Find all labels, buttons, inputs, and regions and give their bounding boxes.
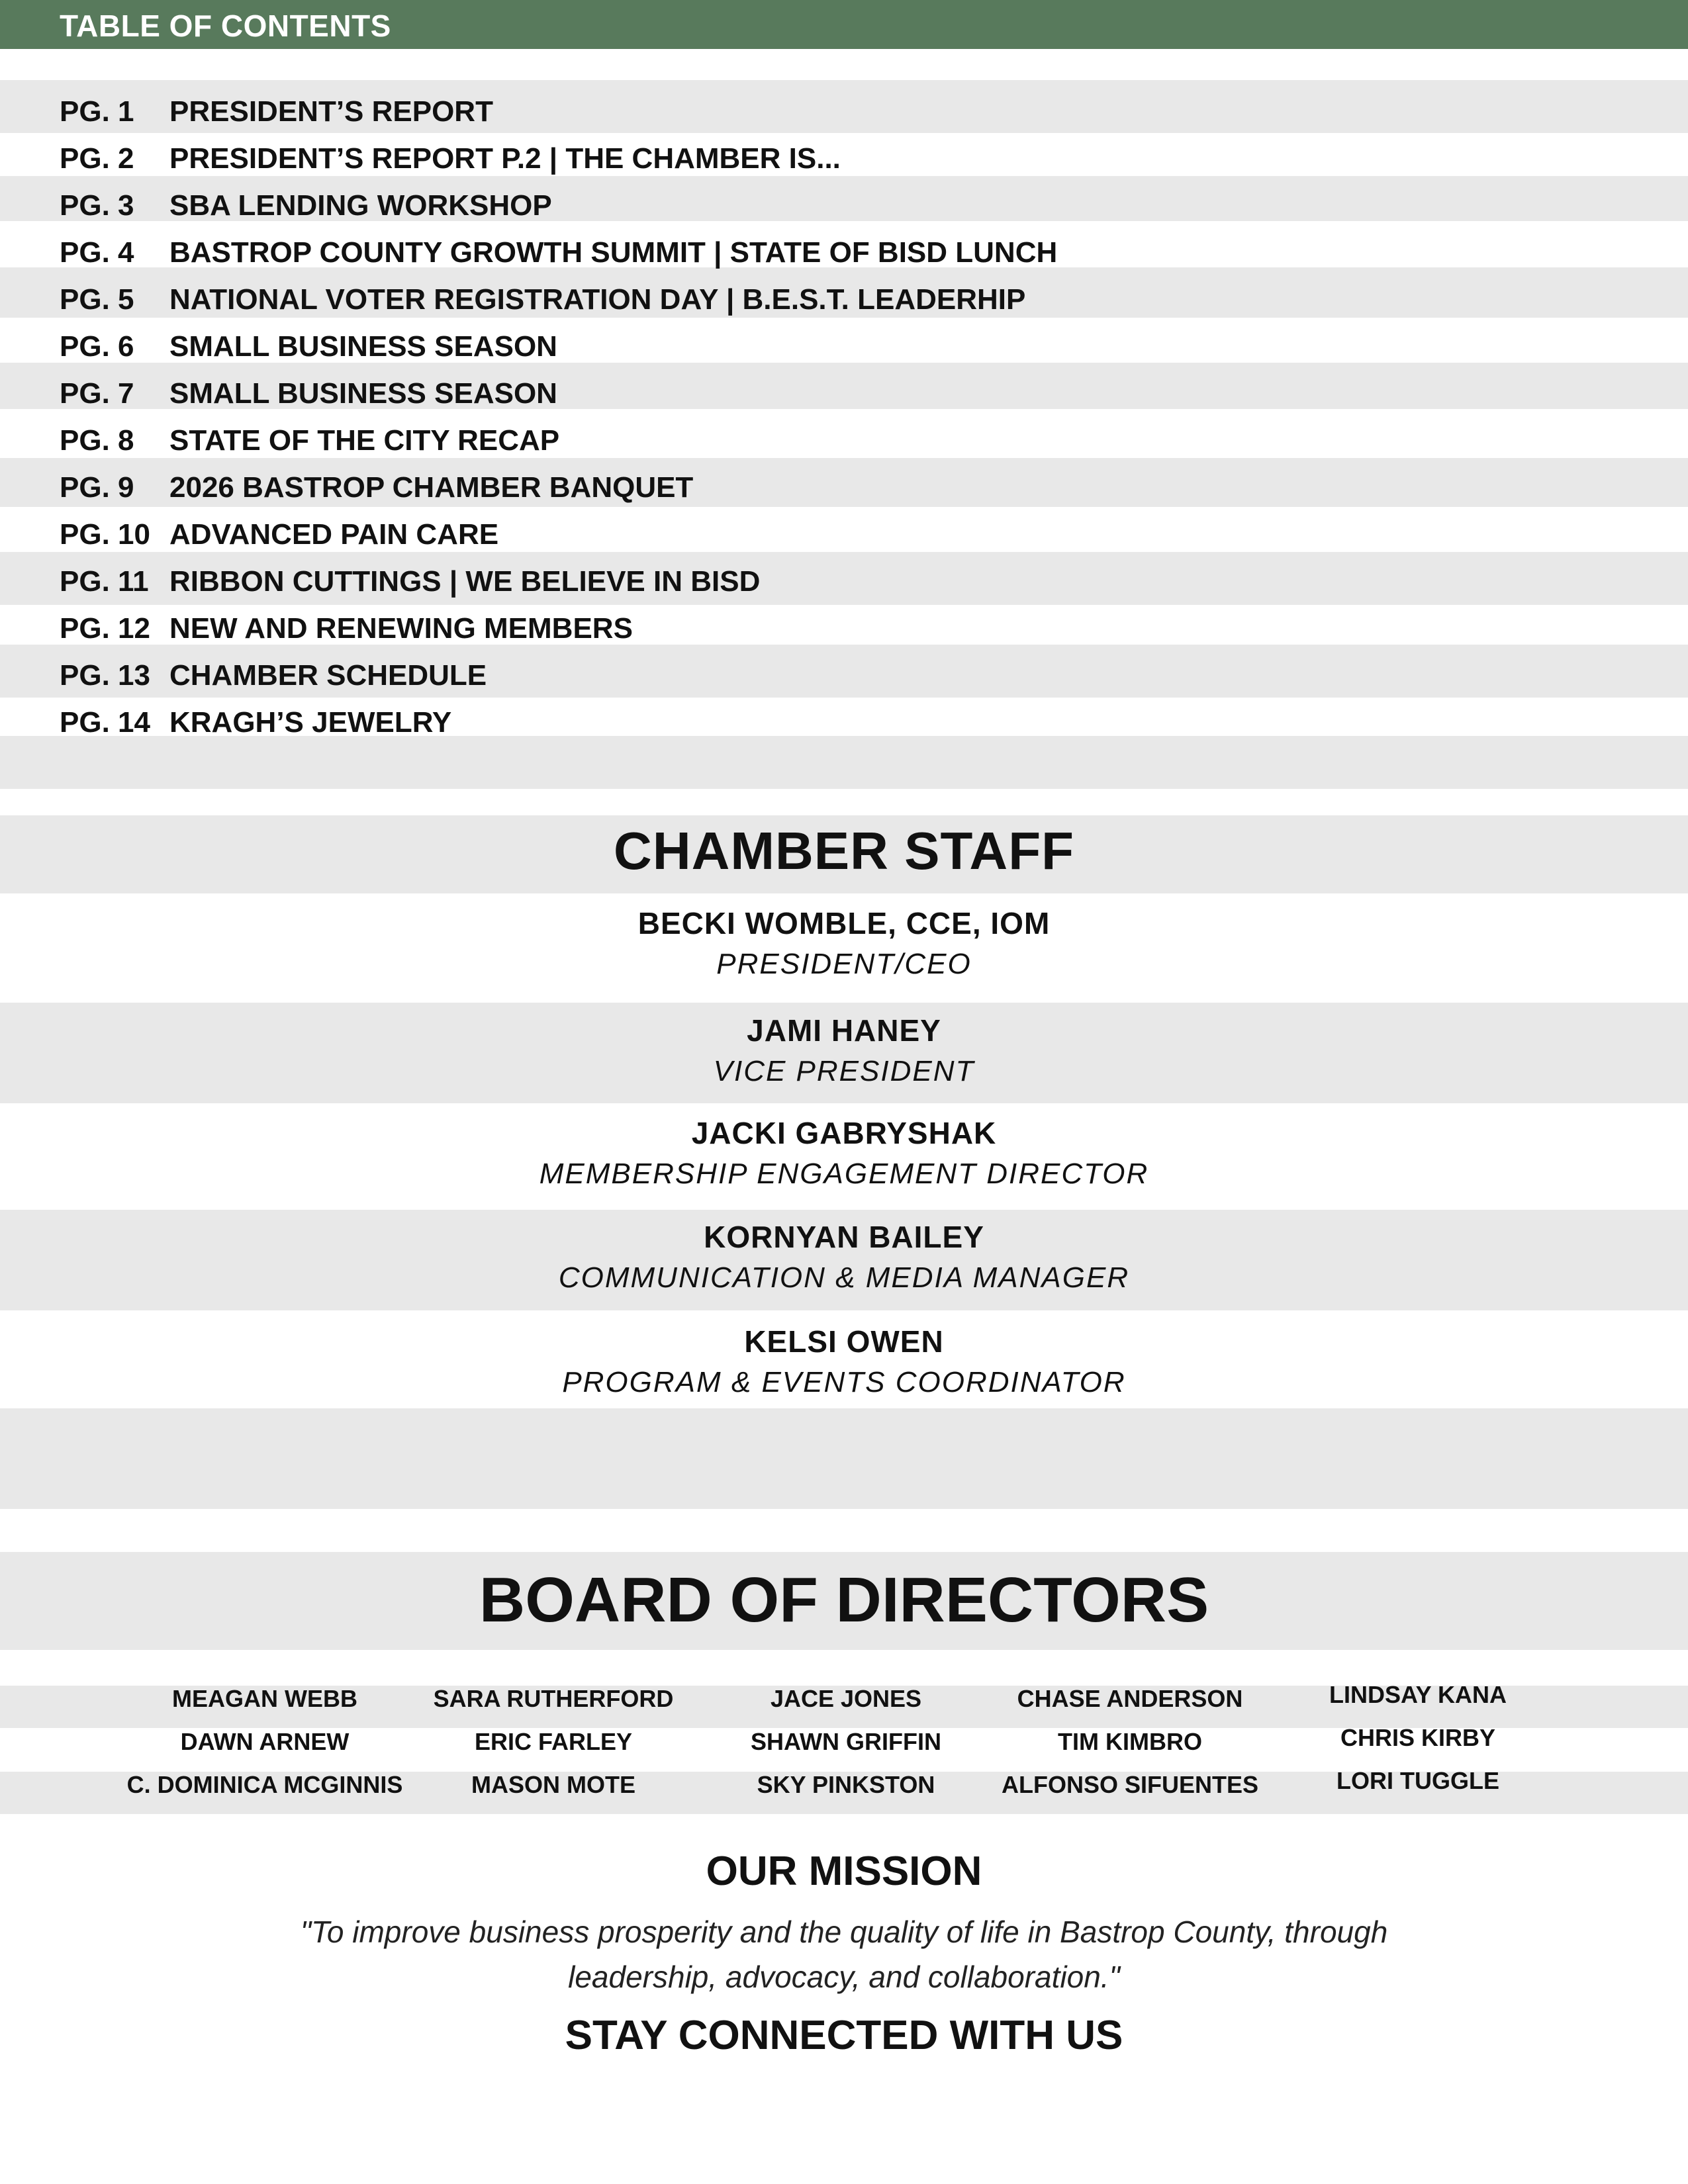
stay-connected-heading: STAY CONNECTED WITH US — [565, 2013, 1123, 2058]
staff-heading: CHAMBER STAFF — [614, 821, 1074, 880]
toc-page-number: PG. 1 — [60, 95, 134, 128]
toc-page-number: PG. 2 — [60, 142, 134, 175]
board-member: CHRIS KIRBY — [1340, 1724, 1496, 1751]
staff-stripe — [0, 1408, 1688, 1509]
staff-role: PROGRAM & EVENTS COORDINATOR — [562, 1366, 1126, 1398]
staff-name: JAMI HANEY — [747, 1013, 941, 1048]
staff-name: KORNYAN BAILEY — [704, 1220, 984, 1254]
toc-item-title: BASTROP COUNTY GROWTH SUMMIT | STATE OF BISD LUNCH — [169, 236, 1058, 269]
toc-item-title: SMALL BUSINESS SEASON — [169, 330, 557, 363]
board-member: DAWN ARNEW — [180, 1728, 350, 1755]
toc-item[interactable] — [0, 275, 1688, 322]
board-member: LINDSAY KANA — [1329, 1681, 1507, 1708]
board-member: ALFONSO SIFUENTES — [1001, 1771, 1259, 1798]
board-member: MASON MOTE — [471, 1771, 635, 1798]
board-member: C. DOMINICA MCGINNIS — [126, 1771, 403, 1798]
toc-item-title: ADVANCED PAIN CARE — [169, 518, 499, 551]
board-heading: BOARD OF DIRECTORS — [479, 1565, 1209, 1635]
toc-page-number: PG. 7 — [60, 377, 134, 410]
board-member: TIM KIMBRO — [1058, 1728, 1202, 1755]
board-member: SHAWN GRIFFIN — [751, 1728, 941, 1755]
staff-name: JACKI GABRYSHAK — [691, 1116, 997, 1150]
toc-item[interactable] — [0, 463, 1688, 510]
toc-item[interactable] — [0, 87, 1688, 134]
board-member: SARA RUTHERFORD — [433, 1685, 674, 1712]
board-member: JACE JONES — [770, 1685, 922, 1712]
toc-item[interactable] — [0, 181, 1688, 228]
toc-item[interactable] — [0, 651, 1688, 698]
toc-item[interactable] — [0, 228, 1688, 275]
toc-item-title: SMALL BUSINESS SEASON — [169, 377, 557, 410]
toc-page-number: PG. 4 — [60, 236, 134, 269]
toc-item[interactable] — [0, 604, 1688, 651]
mission-heading: OUR MISSION — [706, 1848, 982, 1894]
toc-item-title: PRESIDENT’S REPORT — [169, 95, 493, 128]
toc-item-title: 2026 BASTROP CHAMBER BANQUET — [169, 471, 694, 504]
board-member: MEAGAN WEBB — [172, 1685, 357, 1712]
toc-header-bar — [0, 0, 1688, 49]
toc-item-title: RIBBON CUTTINGS | WE BELIEVE IN BISD — [169, 565, 761, 598]
staff-role: PRESIDENT/CEO — [716, 948, 972, 980]
mission-statement-line-2: leadership, advocacy, and collaboration." — [568, 1960, 1120, 1994]
toc-item-title: NATIONAL VOTER REGISTRATION DAY | B.E.S.T. LEADERHIP — [169, 283, 1026, 316]
toc-page-number: PG. 8 — [60, 424, 134, 457]
toc-item[interactable] — [0, 369, 1688, 416]
toc-item-title: PRESIDENT’S REPORT P.2 | THE CHAMBER IS... — [169, 142, 841, 175]
board-member: CHASE ANDERSON — [1017, 1685, 1243, 1712]
toc-title: TABLE OF CONTENTS — [60, 9, 391, 43]
toc-item-title: NEW AND RENEWING MEMBERS — [169, 612, 633, 645]
toc-page-number: PG. 10 — [60, 518, 150, 551]
toc-page-number: PG. 5 — [60, 283, 134, 316]
toc-item[interactable] — [0, 416, 1688, 463]
board-member: LORI TUGGLE — [1336, 1767, 1499, 1794]
toc-page-number: PG. 14 — [60, 706, 150, 739]
toc-item-title: STATE OF THE CITY RECAP — [169, 424, 560, 457]
toc-item[interactable] — [0, 322, 1688, 369]
toc-page-number: PG. 12 — [60, 612, 150, 645]
board-member: ERIC FARLEY — [474, 1728, 633, 1755]
toc-page-number: PG. 6 — [60, 330, 134, 363]
toc-page-number: PG. 9 — [60, 471, 134, 504]
staff-role: COMMUNICATION & MEDIA MANAGER — [558, 1261, 1130, 1294]
toc-page-number: PG. 13 — [60, 659, 150, 692]
board-member: SKY PINKSTON — [757, 1771, 935, 1798]
mission-statement-line-1: "To improve business prosperity and the quality of life in Bastrop County, through — [300, 1915, 1388, 1949]
toc-item[interactable] — [0, 698, 1688, 745]
staff-name: BECKI WOMBLE, CCE, IOM — [637, 906, 1051, 940]
toc-item-title: SBA LENDING WORKSHOP — [169, 189, 552, 222]
toc-item-title: CHAMBER SCHEDULE — [169, 659, 487, 692]
toc-item[interactable] — [0, 557, 1688, 604]
toc-page-number: PG. 3 — [60, 189, 134, 222]
staff-name: KELSI OWEN — [744, 1324, 944, 1359]
toc-item[interactable] — [0, 510, 1688, 557]
staff-role: MEMBERSHIP ENGAGEMENT DIRECTOR — [539, 1158, 1149, 1190]
toc-item-title: KRAGH’S JEWELRY — [169, 706, 452, 739]
toc-item[interactable] — [0, 134, 1688, 181]
toc-page-number: PG. 11 — [60, 565, 149, 598]
staff-role: VICE PRESIDENT — [713, 1055, 975, 1087]
